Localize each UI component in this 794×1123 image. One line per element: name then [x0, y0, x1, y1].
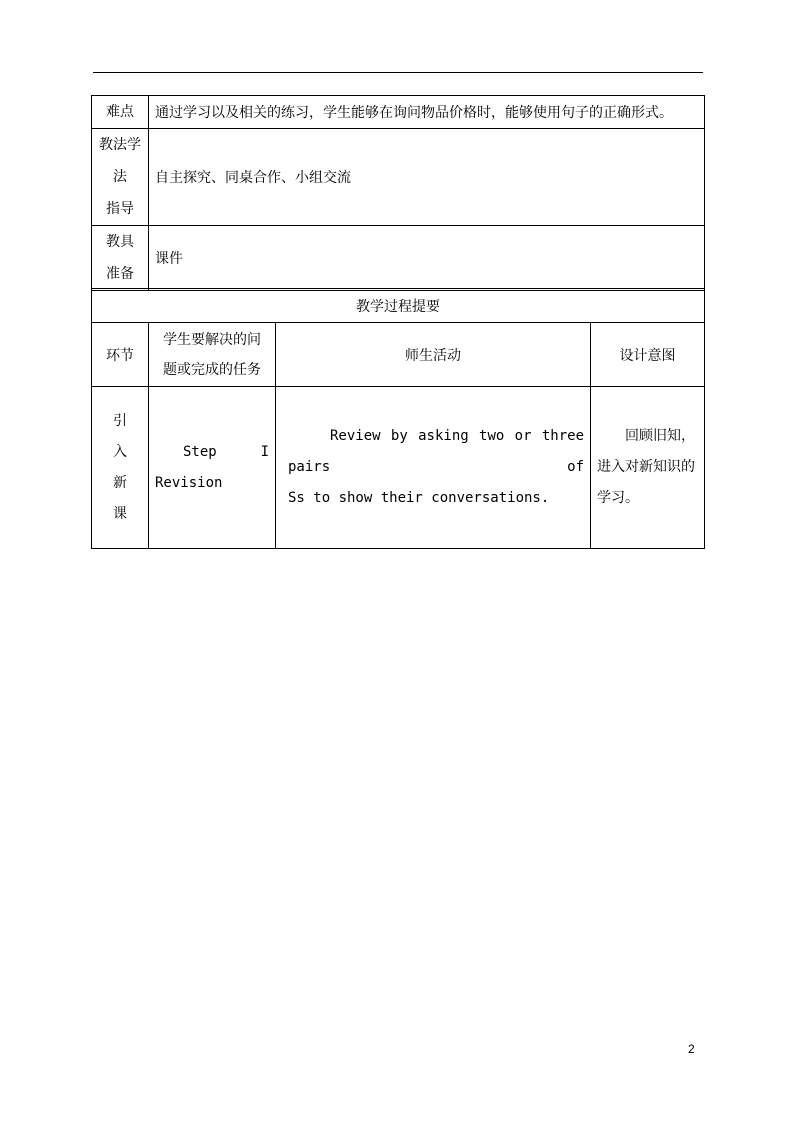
table-row — [92, 289, 705, 323]
teaching-aids-label-line: 准备 — [106, 266, 134, 282]
difficulty-content: 通过学习以及相关的练习，学生能够在询问物品价格时，能够使用句子的正确形式。 — [149, 96, 705, 129]
teaching-aids-label — [92, 226, 149, 291]
intent-cell — [591, 387, 705, 549]
table-row — [92, 323, 705, 387]
teaching-method-label-line: 教法学 — [99, 137, 141, 153]
teaching-aids-label-line: 教具 — [106, 234, 134, 250]
table-row — [92, 96, 705, 129]
header-rule — [93, 72, 703, 73]
intent-line-1: 回顾旧知， — [625, 428, 695, 444]
teaching-aids-content: 课件 — [149, 226, 705, 291]
task-line-1 — [155, 437, 269, 468]
process-title: 教学过程提要 — [92, 289, 705, 323]
intent-line-3: 学习。 — [597, 490, 639, 506]
table-row — [92, 129, 705, 226]
task-line-2: Revision — [155, 474, 223, 491]
activity-line-2: Ss to show their conversations. — [288, 490, 550, 506]
activity-cell — [276, 387, 591, 549]
task-cell — [149, 387, 276, 549]
teaching-method-label-line: 法 — [113, 169, 127, 185]
stage-char: 入 — [113, 443, 127, 460]
stage-char: 引 — [113, 412, 127, 429]
page-number: 2 — [688, 1042, 695, 1056]
table-row — [92, 226, 705, 291]
task-step-number: I — [260, 443, 269, 460]
table-row — [92, 387, 705, 549]
teaching-method-label-line: 指导 — [106, 201, 134, 217]
header-stage: 环节 — [92, 323, 149, 387]
task-step-word: Step — [183, 443, 217, 460]
teaching-method-label — [92, 129, 149, 226]
header-activity: 师生活动 — [276, 323, 591, 387]
header-task-line: 学生要解决的问 — [163, 331, 261, 348]
stage-char: 新 — [113, 474, 127, 491]
teaching-process-table — [91, 288, 705, 549]
lesson-info-table — [91, 95, 705, 291]
header-intent: 设计意图 — [591, 323, 705, 387]
stage-char: 课 — [113, 505, 127, 522]
teaching-method-content: 自主探究、同桌合作、小组交流 — [149, 129, 705, 226]
activity-line-1: Review by asking two or three pairs of — [288, 428, 584, 475]
intent-line-2: 进入对新知识的 — [597, 459, 695, 475]
header-task — [149, 323, 276, 387]
stage-cell — [92, 387, 149, 549]
header-task-line: 题或完成的任务 — [163, 361, 261, 378]
difficulty-label: 难点 — [92, 96, 149, 129]
